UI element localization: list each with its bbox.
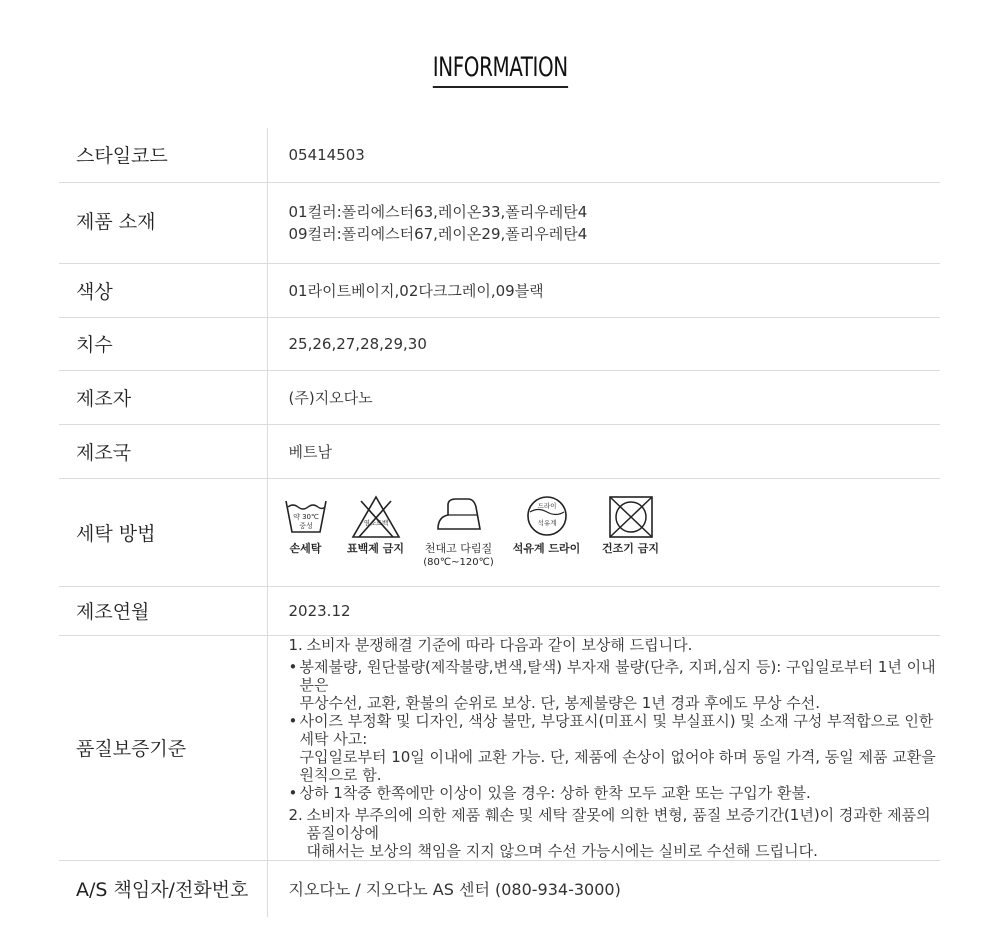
quality-item-number: 1. <box>288 635 303 654</box>
no-tumble-dry-icon <box>608 495 654 539</box>
color-value: 01라이트베이지,02다크그레이,09블랙 <box>267 263 940 317</box>
no-bleach-caption: 표백제 금지 <box>347 541 404 555</box>
material-line: 09컬러:폴리에스터67,레이온29,폴리우레탄4 <box>288 224 588 243</box>
row-color <box>59 263 940 317</box>
iron-icon <box>434 495 484 537</box>
bullet-line: 상하 1착중 한쪽에만 이상이 있을 경우: 상하 한착 모두 교환 또는 구입가 환불. <box>299 783 811 802</box>
wash-item <box>512 495 582 556</box>
row-quality <box>59 635 940 860</box>
dry-clean-icon <box>526 495 568 537</box>
bullet-line: 봉제불량, 원단불량(제작불량,변색,탈색) 부자재 불량(단추, 지퍼,심지 등): 구입일로부터 1년 이내분은 <box>299 657 936 694</box>
wash-item <box>424 495 494 570</box>
quality-bullet <box>289 712 941 784</box>
quality-item-2 <box>289 806 941 860</box>
quality-item-1 <box>289 636 941 654</box>
size-label: 치수 <box>59 317 267 370</box>
wash-item <box>284 495 328 556</box>
date-label: 제조연월 <box>59 586 267 635</box>
hand-wash-temp: 약 30℃ <box>292 512 319 521</box>
style-code-value: 05414503 <box>267 128 940 182</box>
hand-wash-caption: 손세탁 <box>289 541 322 555</box>
row-style-code <box>59 128 940 182</box>
country-label: 제조국 <box>59 424 267 478</box>
bullet-line: 무상수선, 교환, 환불의 순위로 보상. 단, 봉제불량은 1년 경과 후에도 무상 수선. <box>299 693 821 712</box>
row-maker <box>59 370 940 424</box>
hand-wash-icon <box>284 495 328 537</box>
title-wrap <box>0 52 1000 88</box>
wash-item <box>349 495 403 556</box>
quality-value <box>267 635 940 860</box>
color-label: 색상 <box>59 263 267 317</box>
row-country <box>59 424 940 478</box>
quality-item-text: 소비자 분쟁해결 기준에 따라 다음과 같이 보상해 드립니다. <box>306 635 693 654</box>
bullet-dot: • <box>288 783 298 802</box>
maker-value: (주)지오다노 <box>267 370 940 424</box>
no-bleach-text-1: 염소 <box>363 518 376 527</box>
dry-clean-text-2: 석유계 <box>537 518 556 527</box>
row-date <box>59 586 940 635</box>
country-value: 베트남 <box>267 424 940 478</box>
quality-bullet <box>289 658 941 712</box>
date-value: 2023.12 <box>267 586 940 635</box>
bullet-dot: • <box>288 657 298 676</box>
info-table <box>59 128 940 917</box>
iron-temp-caption: (80℃~120℃) <box>423 556 494 568</box>
no-bleach-icon <box>349 495 403 539</box>
material-line: 01컬러:폴리에스터63,레이온33,폴리우레탄4 <box>288 202 588 221</box>
bullet-line: 사이즈 부정확 및 디자인, 색상 불만, 부당표시(미표시 및 부실표시) 및 소재 구성 부적합으로 인한 세탁 사고: <box>299 711 934 748</box>
dry-clean-caption: 석유계 드라이 <box>512 541 581 555</box>
row-material <box>59 182 940 263</box>
no-bleach-text-2: 표백 <box>375 518 388 527</box>
maker-label: 제조자 <box>59 370 267 424</box>
wash-label: 세탁 방법 <box>59 478 267 586</box>
quality-item-text: 소비자 부주의에 의한 제품 훼손 및 세탁 잘못에 의한 변형, 품질 보증기간(1년)이 경과한 제품의 품질이상에 <box>306 805 931 842</box>
quality-bullet <box>289 784 941 802</box>
quality-item-number: 2. <box>288 805 303 824</box>
wash-icons <box>284 495 941 570</box>
as-label: A/S 책임자/전화번호 <box>59 860 267 917</box>
wash-value <box>267 478 940 586</box>
material-value <box>267 182 940 263</box>
wash-item <box>601 495 661 556</box>
hand-wash-detergent: 중성 <box>298 521 313 530</box>
row-wash <box>59 478 940 586</box>
material-label: 제품 소재 <box>59 182 267 263</box>
bullet-dot: • <box>288 711 298 730</box>
bullet-line: 구입일로부터 10일 이내에 교환 가능. 단, 제품에 손상이 없어야 하며 동일 가격, 동일 제품 교환을 원칙으로 함. <box>299 747 936 784</box>
dry-clean-text-1: 드라이 <box>537 501 556 510</box>
iron-caption: 천대고 다림질 <box>424 541 493 555</box>
no-tumble-dry-caption: 건조기 금지 <box>602 541 659 555</box>
as-value: 지오다노 / 지오다노 AS 센터 (080-934-3000) <box>288 880 621 900</box>
size-value: 25,26,27,28,29,30 <box>267 317 940 370</box>
quality-item-text: 대해서는 보상의 책임을 지지 않으며 수선 가능시에는 실비로 수선해 드립니다. <box>306 841 818 860</box>
row-size <box>59 317 940 370</box>
style-code-label: 스타일코드 <box>59 128 267 182</box>
quality-label: 품질보증기준 <box>59 635 267 860</box>
page-title: INFORMATION <box>433 52 568 88</box>
row-as <box>59 860 940 917</box>
